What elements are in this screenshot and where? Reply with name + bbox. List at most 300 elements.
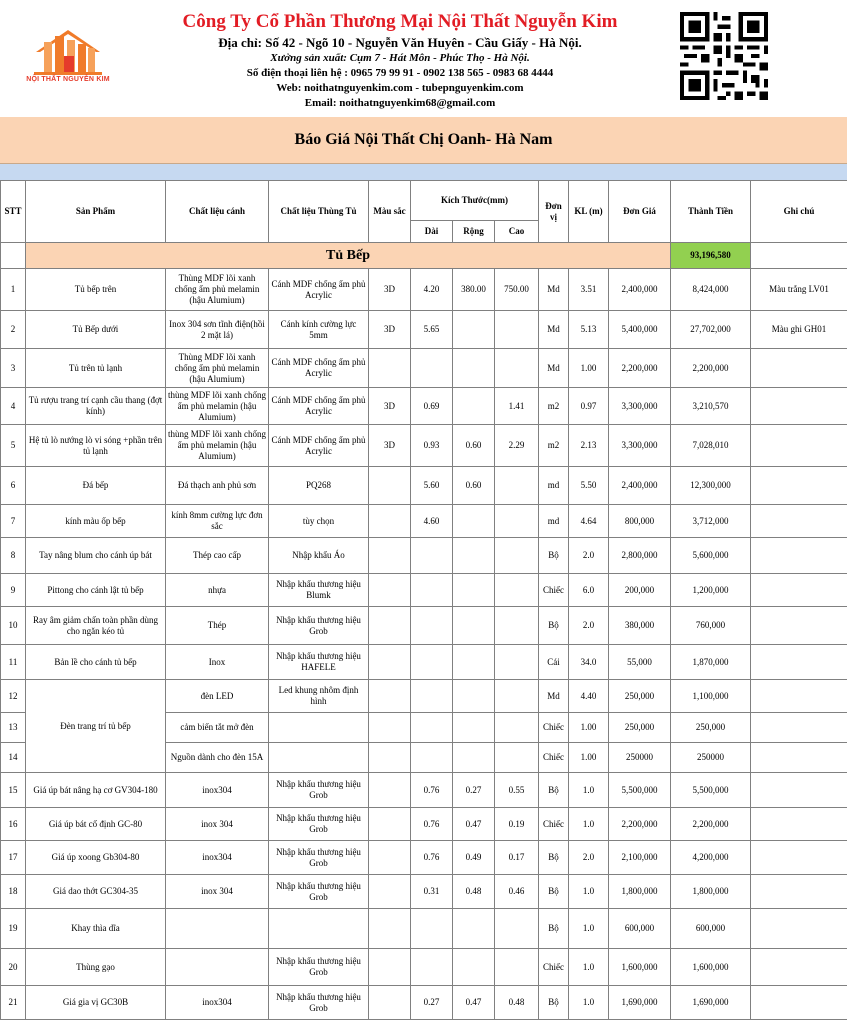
row-qty: 0.97 bbox=[569, 388, 609, 425]
table-row bbox=[1, 425, 847, 467]
row-body-material: Nhập khẩu thương hiệu Grob bbox=[269, 808, 369, 841]
company-factory: Xưởng sản xuất: Cụm 7 - Hát Môn - Phúc Thọ - Hà Nội. bbox=[270, 52, 530, 64]
row-color: 3D bbox=[369, 311, 411, 349]
row-unit: Chiếc bbox=[539, 743, 569, 773]
section-total: 93,196,580 bbox=[671, 243, 751, 269]
row-amount: 27,702,000 bbox=[671, 311, 751, 349]
table-row bbox=[1, 986, 847, 1020]
section-row bbox=[1, 243, 847, 269]
row-note bbox=[751, 388, 847, 425]
company-header bbox=[0, 0, 847, 118]
row-body-material: Nhập khẩu thương hiệu Grob bbox=[269, 773, 369, 808]
col-width: Rộng bbox=[453, 221, 495, 243]
col-body-material: Chất liệu Thùng Tủ bbox=[269, 181, 369, 243]
row-height bbox=[495, 349, 539, 388]
row-price: 250000 bbox=[609, 743, 671, 773]
row-body-material: Nhập khẩu thương hiệu HAFELE bbox=[269, 645, 369, 680]
row-qty: 4.64 bbox=[569, 505, 609, 538]
row-color bbox=[369, 743, 411, 773]
row-length bbox=[411, 574, 453, 607]
row-stt: 1 bbox=[1, 269, 26, 311]
row-unit: md bbox=[539, 505, 569, 538]
row-unit: Bộ bbox=[539, 875, 569, 909]
row-body-material bbox=[269, 743, 369, 773]
row-amount: 7,028,010 bbox=[671, 425, 751, 467]
row-price: 380,000 bbox=[609, 607, 671, 645]
col-product: Sản Phẩm bbox=[26, 181, 166, 243]
row-body-material: Nhập khẩu thương hiệu Grob bbox=[269, 841, 369, 875]
row-qty: 2.0 bbox=[569, 607, 609, 645]
row-product: Tủ bếp trên bbox=[26, 269, 166, 311]
row-height bbox=[495, 645, 539, 680]
row-length: 5.65 bbox=[411, 311, 453, 349]
row-amount: 1,200,000 bbox=[671, 574, 751, 607]
row-note bbox=[751, 875, 847, 909]
table-row bbox=[1, 841, 847, 875]
col-height: Cao bbox=[495, 221, 539, 243]
row-body-material: tùy chọn bbox=[269, 505, 369, 538]
row-door-material: inox 304 bbox=[166, 875, 269, 909]
company-phone: Số điện thoại liên hệ : 0965 79 99 91 - 0902 138 565 - 0983 68 4444 bbox=[246, 67, 554, 79]
row-height: 2.29 bbox=[495, 425, 539, 467]
row-width: 0.47 bbox=[453, 986, 495, 1020]
row-stt: 9 bbox=[1, 574, 26, 607]
row-width: 0.48 bbox=[453, 875, 495, 909]
row-amount: 2,200,000 bbox=[671, 349, 751, 388]
row-price: 2,400,000 bbox=[609, 269, 671, 311]
row-width bbox=[453, 949, 495, 986]
row-length bbox=[411, 949, 453, 986]
row-product: Đá bếp bbox=[26, 467, 166, 505]
table-row bbox=[1, 645, 847, 680]
col-length: Dài bbox=[411, 221, 453, 243]
table-row bbox=[1, 269, 847, 311]
quote-title: Báo Giá Nội Thất Chị Oanh- Hà Nam bbox=[0, 117, 847, 164]
row-amount: 760,000 bbox=[671, 607, 751, 645]
row-note bbox=[751, 841, 847, 875]
table-row bbox=[1, 574, 847, 607]
row-body-material: Nhập khẩu thương hiệu Grob bbox=[269, 607, 369, 645]
row-color: 3D bbox=[369, 425, 411, 467]
row-stt: 16 bbox=[1, 808, 26, 841]
table-row bbox=[1, 680, 847, 713]
row-unit: Chiếc bbox=[539, 574, 569, 607]
row-qty: 1.0 bbox=[569, 949, 609, 986]
row-body-material: Nhập khẩu thương hiệu Grob bbox=[269, 875, 369, 909]
row-color bbox=[369, 680, 411, 713]
row-price: 250,000 bbox=[609, 713, 671, 743]
row-body-material: Nhập khẩu Áo bbox=[269, 538, 369, 574]
row-height: 0.46 bbox=[495, 875, 539, 909]
row-door-material bbox=[166, 909, 269, 949]
row-width: 0.27 bbox=[453, 773, 495, 808]
row-qty: 2.13 bbox=[569, 425, 609, 467]
row-door-material: đèn LED bbox=[166, 680, 269, 713]
row-price: 3,300,000 bbox=[609, 425, 671, 467]
row-color bbox=[369, 538, 411, 574]
row-width bbox=[453, 349, 495, 388]
row-amount: 3,712,000 bbox=[671, 505, 751, 538]
row-body-material: Cánh MDF chống ẩm phủ Acrylic bbox=[269, 388, 369, 425]
row-color bbox=[369, 909, 411, 949]
row-height bbox=[495, 311, 539, 349]
row-note bbox=[751, 743, 847, 773]
row-height bbox=[495, 467, 539, 505]
row-qty: 4.40 bbox=[569, 680, 609, 713]
row-door-material: Inox 304 sơn tĩnh điện(hồi 2 mặt lá) bbox=[166, 311, 269, 349]
row-stt: 11 bbox=[1, 645, 26, 680]
row-stt: 6 bbox=[1, 467, 26, 505]
table-row bbox=[1, 388, 847, 425]
row-stt: 15 bbox=[1, 773, 26, 808]
row-width bbox=[453, 388, 495, 425]
row-length bbox=[411, 680, 453, 713]
row-height: 750.00 bbox=[495, 269, 539, 311]
row-amount: 250000 bbox=[671, 743, 751, 773]
row-width: 0.60 bbox=[453, 425, 495, 467]
row-height bbox=[495, 713, 539, 743]
row-color bbox=[369, 986, 411, 1020]
row-body-material bbox=[269, 713, 369, 743]
row-note bbox=[751, 909, 847, 949]
row-color: 3D bbox=[369, 269, 411, 311]
row-width bbox=[453, 538, 495, 574]
row-note bbox=[751, 680, 847, 713]
row-length bbox=[411, 645, 453, 680]
row-qty: 1.0 bbox=[569, 986, 609, 1020]
row-unit: Md bbox=[539, 269, 569, 311]
row-width bbox=[453, 645, 495, 680]
row-length: 0.76 bbox=[411, 773, 453, 808]
row-door-material: inox304 bbox=[166, 986, 269, 1020]
row-door-material: Thép bbox=[166, 607, 269, 645]
col-note: Ghi chú bbox=[751, 181, 847, 243]
row-length: 0.27 bbox=[411, 986, 453, 1020]
row-length: 0.31 bbox=[411, 875, 453, 909]
company-info bbox=[120, 10, 680, 111]
row-door-material: inox304 bbox=[166, 841, 269, 875]
row-unit: Bộ bbox=[539, 607, 569, 645]
row-color bbox=[369, 875, 411, 909]
row-product: Pittong cho cánh lật tủ bếp bbox=[26, 574, 166, 607]
row-color bbox=[369, 574, 411, 607]
row-width bbox=[453, 505, 495, 538]
row-color: 3D bbox=[369, 388, 411, 425]
table-row bbox=[1, 538, 847, 574]
row-price: 2,800,000 bbox=[609, 538, 671, 574]
row-amount: 250,000 bbox=[671, 713, 751, 743]
row-unit: Bộ bbox=[539, 841, 569, 875]
row-qty: 1.0 bbox=[569, 909, 609, 949]
row-product: Ray âm giảm chấn toàn phần dùng cho ngăn kéo tủ bbox=[26, 607, 166, 645]
row-door-material: kính 8mm cường lực đơn sắc bbox=[166, 505, 269, 538]
row-length bbox=[411, 538, 453, 574]
row-color bbox=[369, 349, 411, 388]
col-dimensions: Kích Thước(mm) bbox=[411, 181, 539, 221]
row-height bbox=[495, 909, 539, 949]
row-body-material: PQ268 bbox=[269, 467, 369, 505]
table-row bbox=[1, 875, 847, 909]
row-length bbox=[411, 909, 453, 949]
row-color bbox=[369, 607, 411, 645]
row-door-material: cảm biến tắt mở đèn bbox=[166, 713, 269, 743]
row-note bbox=[751, 467, 847, 505]
row-qty: 2.0 bbox=[569, 841, 609, 875]
row-note bbox=[751, 574, 847, 607]
row-unit: Bộ bbox=[539, 909, 569, 949]
row-product: Tủ Bếp dưới bbox=[26, 311, 166, 349]
row-stt: 21 bbox=[1, 986, 26, 1020]
row-body-material: Cánh MDF chống ẩm phủ Acrylic bbox=[269, 269, 369, 311]
row-height: 1.41 bbox=[495, 388, 539, 425]
house-buildings-icon bbox=[22, 24, 114, 76]
row-note bbox=[751, 808, 847, 841]
quote-table bbox=[0, 180, 847, 1020]
row-amount: 5,500,000 bbox=[671, 773, 751, 808]
row-stt: 10 bbox=[1, 607, 26, 645]
row-width bbox=[453, 743, 495, 773]
row-stt: 2 bbox=[1, 311, 26, 349]
row-height: 0.17 bbox=[495, 841, 539, 875]
row-product: Khay thìa dĩa bbox=[26, 909, 166, 949]
row-stt: 13 bbox=[1, 713, 26, 743]
col-stt: STT bbox=[1, 181, 26, 243]
row-length bbox=[411, 713, 453, 743]
row-unit: m2 bbox=[539, 388, 569, 425]
row-qty: 1.0 bbox=[569, 773, 609, 808]
row-body-material: Cánh MDF chống ẩm phủ Acrylic bbox=[269, 349, 369, 388]
row-amount: 2,200,000 bbox=[671, 808, 751, 841]
row-amount: 1,870,000 bbox=[671, 645, 751, 680]
row-height bbox=[495, 607, 539, 645]
row-price: 200,000 bbox=[609, 574, 671, 607]
row-price: 800,000 bbox=[609, 505, 671, 538]
row-note bbox=[751, 425, 847, 467]
row-door-material: Thùng MDF lõi xanh chống ẩm phủ melamin (hậu Alumium) bbox=[166, 349, 269, 388]
row-qty: 1.0 bbox=[569, 875, 609, 909]
col-amount: Thành Tiền bbox=[671, 181, 751, 243]
row-price: 600,000 bbox=[609, 909, 671, 949]
row-price: 5,500,000 bbox=[609, 773, 671, 808]
col-price: Đơn Giá bbox=[609, 181, 671, 243]
row-door-material: thùng MDF lõi xanh chống ẩm phủ melamin (hậu Alumium) bbox=[166, 388, 269, 425]
row-unit: Chiếc bbox=[539, 949, 569, 986]
col-color: Màu sắc bbox=[369, 181, 411, 243]
row-length: 4.20 bbox=[411, 269, 453, 311]
row-stt: 20 bbox=[1, 949, 26, 986]
col-unit: Đơn vị bbox=[539, 181, 569, 243]
row-door-material: Nguồn dành cho đèn 15A bbox=[166, 743, 269, 773]
company-address: Địa chỉ: Số 42 - Ngõ 10 - Nguyễn Văn Huyên - Cầu Giấy - Hà Nội. bbox=[218, 35, 582, 50]
row-qty: 3.51 bbox=[569, 269, 609, 311]
row-width bbox=[453, 607, 495, 645]
table-row bbox=[1, 808, 847, 841]
row-note bbox=[751, 949, 847, 986]
row-stt: 17 bbox=[1, 841, 26, 875]
col-qty: KL (m) bbox=[569, 181, 609, 243]
row-note: Màu ghi GH01 bbox=[751, 311, 847, 349]
row-product: Giá úp bát nâng hạ cơ GV304-180 bbox=[26, 773, 166, 808]
row-price: 1,800,000 bbox=[609, 875, 671, 909]
row-width: 0.60 bbox=[453, 467, 495, 505]
row-amount: 4,200,000 bbox=[671, 841, 751, 875]
row-qty: 34.0 bbox=[569, 645, 609, 680]
row-door-material: Thép cao cấp bbox=[166, 538, 269, 574]
row-note: Màu trắng LV01 bbox=[751, 269, 847, 311]
row-unit: md bbox=[539, 467, 569, 505]
row-note bbox=[751, 349, 847, 388]
row-product: Đèn trang trí tủ bếp bbox=[26, 680, 166, 773]
row-height bbox=[495, 505, 539, 538]
row-price: 1,600,000 bbox=[609, 949, 671, 986]
row-color bbox=[369, 505, 411, 538]
row-price: 5,400,000 bbox=[609, 311, 671, 349]
logo-text: NỘI THẤT NGUYỄN KIM bbox=[26, 76, 110, 83]
row-product: Tủ trên tủ lạnh bbox=[26, 349, 166, 388]
row-width bbox=[453, 311, 495, 349]
row-price: 55,000 bbox=[609, 645, 671, 680]
row-length bbox=[411, 743, 453, 773]
row-stt: 12 bbox=[1, 680, 26, 713]
row-price: 2,100,000 bbox=[609, 841, 671, 875]
row-qty: 1.00 bbox=[569, 713, 609, 743]
row-stt: 4 bbox=[1, 388, 26, 425]
row-product: Hệ tủ lò nướng lò vi sóng +phần trên tủ lạnh bbox=[26, 425, 166, 467]
table-row bbox=[1, 607, 847, 645]
row-price: 2,200,000 bbox=[609, 349, 671, 388]
row-length bbox=[411, 607, 453, 645]
row-length: 0.69 bbox=[411, 388, 453, 425]
row-door-material: inox304 bbox=[166, 773, 269, 808]
row-unit: Md bbox=[539, 311, 569, 349]
row-unit: Md bbox=[539, 349, 569, 388]
row-height: 0.19 bbox=[495, 808, 539, 841]
row-note bbox=[751, 607, 847, 645]
row-height: 0.48 bbox=[495, 986, 539, 1020]
row-product: Giá gia vị GC30B bbox=[26, 986, 166, 1020]
row-qty: 5.50 bbox=[569, 467, 609, 505]
row-amount: 1,800,000 bbox=[671, 875, 751, 909]
row-width: 0.49 bbox=[453, 841, 495, 875]
row-amount: 5,600,000 bbox=[671, 538, 751, 574]
row-height bbox=[495, 743, 539, 773]
row-amount: 8,424,000 bbox=[671, 269, 751, 311]
row-length bbox=[411, 349, 453, 388]
row-amount: 12,300,000 bbox=[671, 467, 751, 505]
qr-code-icon bbox=[680, 12, 768, 100]
row-price: 2,200,000 bbox=[609, 808, 671, 841]
row-product: Giá úp xoong Gb304-80 bbox=[26, 841, 166, 875]
row-price: 1,690,000 bbox=[609, 986, 671, 1020]
row-door-material: nhựa bbox=[166, 574, 269, 607]
row-unit: Chiếc bbox=[539, 808, 569, 841]
table-row bbox=[1, 311, 847, 349]
row-unit: Chiếc bbox=[539, 713, 569, 743]
row-amount: 3,210,570 bbox=[671, 388, 751, 425]
row-stt: 3 bbox=[1, 349, 26, 388]
table-row bbox=[1, 505, 847, 538]
row-width bbox=[453, 909, 495, 949]
row-unit: m2 bbox=[539, 425, 569, 467]
row-stt: 14 bbox=[1, 743, 26, 773]
row-height: 0.55 bbox=[495, 773, 539, 808]
row-qty: 1.00 bbox=[569, 743, 609, 773]
table-row bbox=[1, 349, 847, 388]
table-row bbox=[1, 773, 847, 808]
row-price: 3,300,000 bbox=[609, 388, 671, 425]
row-stt: 5 bbox=[1, 425, 26, 467]
divider-band bbox=[0, 164, 847, 180]
row-door-material: Đá thạch anh phủ sơn bbox=[166, 467, 269, 505]
row-unit: Md bbox=[539, 680, 569, 713]
row-amount: 600,000 bbox=[671, 909, 751, 949]
table-row bbox=[1, 467, 847, 505]
row-width: 380.00 bbox=[453, 269, 495, 311]
company-name: Công Ty Cổ Phần Thương Mại Nội Thất Nguyễn Kim bbox=[182, 11, 618, 32]
company-email: Email: noithatnguyenkim68@gmail.com bbox=[304, 97, 496, 109]
row-body-material: Nhập khẩu thương hiệu Blumk bbox=[269, 574, 369, 607]
row-qty: 5.13 bbox=[569, 311, 609, 349]
row-amount: 1,600,000 bbox=[671, 949, 751, 986]
section-name: Tủ Bếp bbox=[26, 243, 671, 269]
row-height bbox=[495, 680, 539, 713]
row-length: 0.93 bbox=[411, 425, 453, 467]
row-qty: 6.0 bbox=[569, 574, 609, 607]
row-product: Giá dao thớt GC304-35 bbox=[26, 875, 166, 909]
row-height bbox=[495, 538, 539, 574]
row-qty: 1.00 bbox=[569, 349, 609, 388]
row-body-material: Led khung nhôm định hình bbox=[269, 680, 369, 713]
row-stt: 8 bbox=[1, 538, 26, 574]
row-product: Bản lề cho cánh tủ bếp bbox=[26, 645, 166, 680]
row-product: Thùng gạo bbox=[26, 949, 166, 986]
row-color bbox=[369, 713, 411, 743]
row-amount: 1,690,000 bbox=[671, 986, 751, 1020]
row-color bbox=[369, 467, 411, 505]
row-height bbox=[495, 574, 539, 607]
row-length: 0.76 bbox=[411, 808, 453, 841]
row-note bbox=[751, 713, 847, 743]
table-row bbox=[1, 909, 847, 949]
row-note bbox=[751, 773, 847, 808]
row-product: Giá úp bát cố định GC-80 bbox=[26, 808, 166, 841]
row-door-material bbox=[166, 949, 269, 986]
company-web: Web: noithatnguyenkim.com - tubepnguyenkim.com bbox=[276, 82, 524, 94]
row-note bbox=[751, 538, 847, 574]
row-door-material: Inox bbox=[166, 645, 269, 680]
col-door-material: Chất liệu cánh bbox=[166, 181, 269, 243]
row-color bbox=[369, 949, 411, 986]
row-length: 4.60 bbox=[411, 505, 453, 538]
row-door-material: thùng MDF lõi xanh chống ẩm phủ melamin (hậu Alumium) bbox=[166, 425, 269, 467]
row-color bbox=[369, 841, 411, 875]
row-width bbox=[453, 680, 495, 713]
row-length: 5.60 bbox=[411, 467, 453, 505]
row-qty: 1.0 bbox=[569, 808, 609, 841]
row-body-material: Cánh MDF chống ẩm phủ Acrylic bbox=[269, 425, 369, 467]
row-note bbox=[751, 645, 847, 680]
table-row bbox=[1, 949, 847, 986]
row-width bbox=[453, 713, 495, 743]
row-body-material: Cánh kính cường lực 5mm bbox=[269, 311, 369, 349]
row-price: 250,000 bbox=[609, 680, 671, 713]
row-length: 0.76 bbox=[411, 841, 453, 875]
row-stt: 7 bbox=[1, 505, 26, 538]
row-body-material: Nhập khẩu thương hiệu Grob bbox=[269, 986, 369, 1020]
row-note bbox=[751, 986, 847, 1020]
row-width bbox=[453, 574, 495, 607]
row-qty: 2.0 bbox=[569, 538, 609, 574]
